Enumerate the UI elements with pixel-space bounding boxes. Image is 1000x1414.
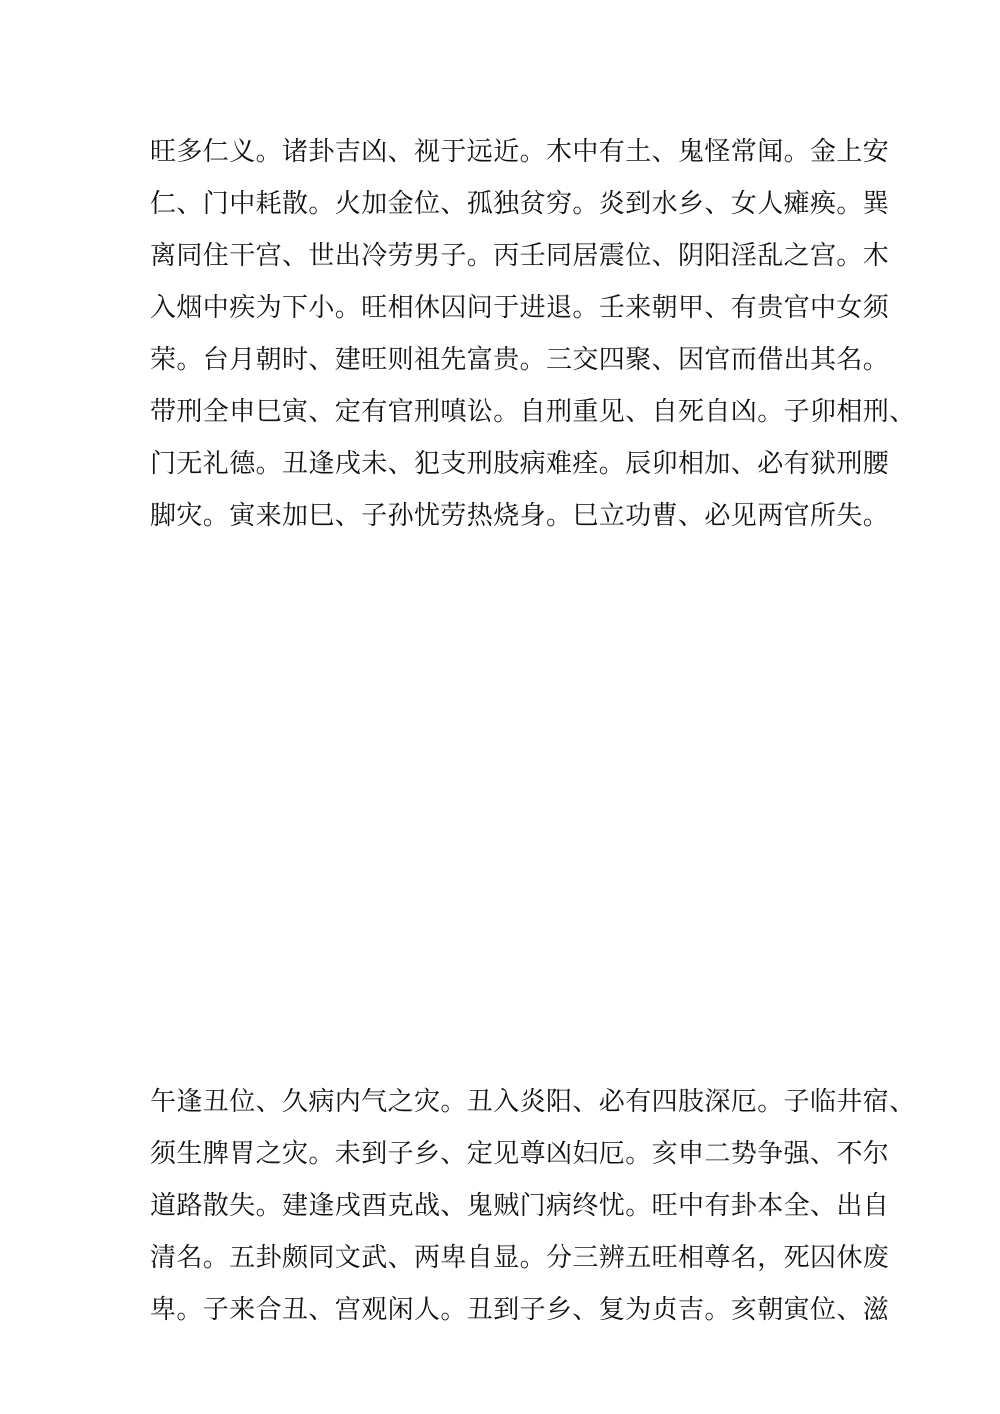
text-line: 旺多仁义。诸卦吉凶、视于远近。木中有土、鬼怪常闻。金上安 [150,137,890,167]
text-line: 带刑全申巳寅、定有官刑嗔讼。自刑重见、自死自凶。子卯相刑、 [150,397,916,427]
text-line: 荣。台月朝时、建旺则祖先富贵。三交四聚、因官而借出其名。 [150,345,890,375]
text-line: 午逢丑位、久病内气之灾。丑入炎阳、必有四肢深厄。子临井宿、 [150,1087,916,1117]
paragraph-top [150,126,916,542]
text-line: 清名。五卦颇同文武、两卑自显。分三辨五旺相尊名，死囚休废 [150,1243,890,1273]
paragraph-bottom [150,1076,916,1336]
text-line: 道路散失。建逢戌酉克战、鬼贼门病终忧。旺中有卦本全、出自 [150,1191,890,1221]
text-line: 须生脾胃之灾。未到子乡、定见尊凶妇厄。亥申二势争强、不尔 [150,1139,890,1169]
text-line: 仁、门中耗散。火加金位、孤独贫穷。炎到水乡、女人瘫痪。巽 [150,189,890,219]
text-line: 卑。子来合丑、宫观闲人。丑到子乡、复为贞吉。亥朝寅位、滋 [150,1295,890,1325]
text-line: 门无礼德。丑逢戌未、犯支刑肢病难痊。辰卯相加、必有狱刑腰 [150,449,890,479]
text-line: 脚灾。寅来加巳、子孙忧劳热烧身。巳立功曹、必见两官所失。 [150,501,890,531]
text-line: 入烟中疾为下小。旺相休囚问于进退。壬来朝甲、有贵官中女须 [150,293,890,323]
text-line: 离同住干宫、世出冷劳男子。丙壬同居震位、阴阳淫乱之宫。木 [150,241,890,271]
